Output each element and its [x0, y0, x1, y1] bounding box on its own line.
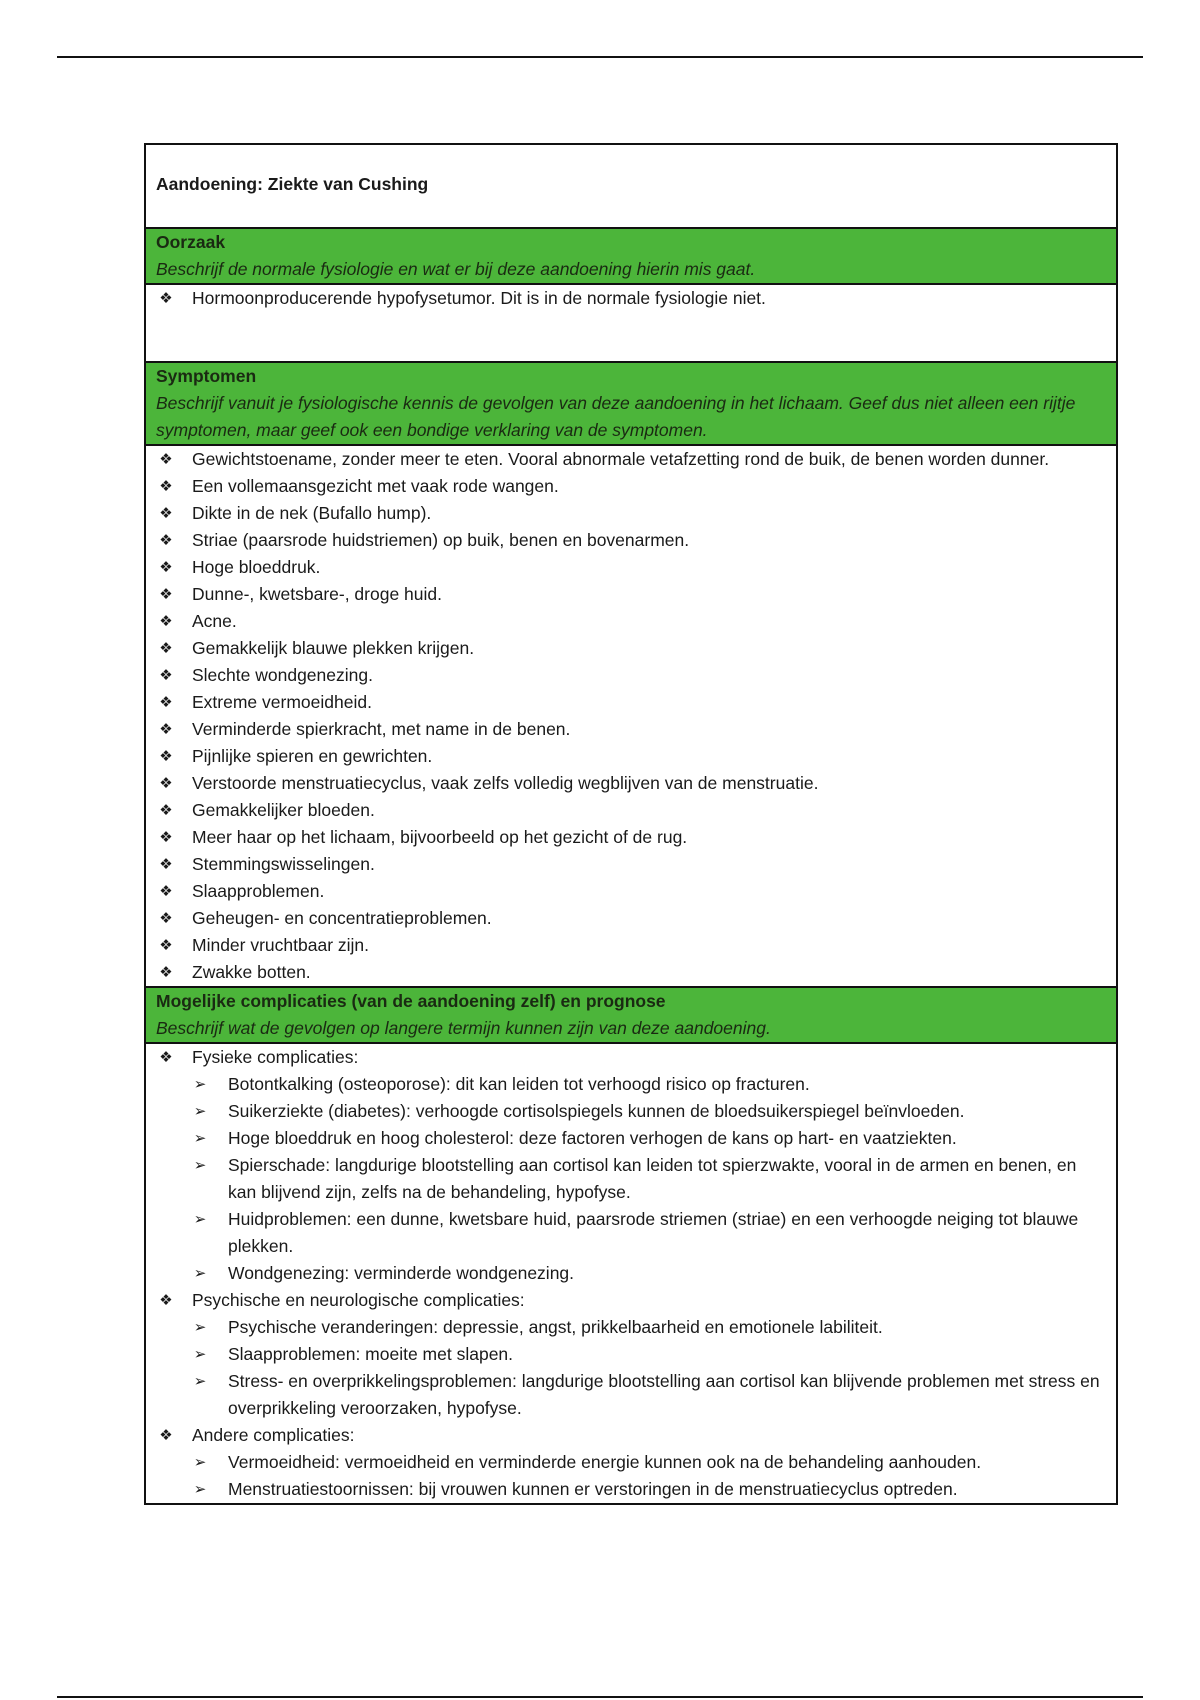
list-item: ❖ Verstoorde menstruatiecyclus, vaak zelfs volledig wegblijven van de menstruatie. — [146, 770, 1106, 797]
bullet-icon: ❖ — [159, 478, 173, 495]
bullet-icon: ❖ — [159, 451, 173, 468]
group-item: ❖ Psychische en neurologische complicaties: — [146, 1287, 1106, 1314]
bullet-icon: ❖ — [159, 1427, 173, 1444]
bullet-icon: ❖ — [159, 721, 173, 738]
list-item: ❖ Dunne-, kwetsbare-, droge huid. — [146, 581, 1106, 608]
list-item: ❖ Hormoonproducerende hypofysetumor. Dit is in de normale fysiologie niet. — [146, 285, 1106, 312]
arrow-bullet-icon: ➢ — [193, 1265, 207, 1282]
group-item: ❖ Andere complicaties: — [146, 1422, 1106, 1449]
bullet-icon: ❖ — [159, 667, 173, 684]
sub-list-item: ➢ Spierschade: langdurige blootstelling aan cortisol kan leiden tot spierzwakte, vooral in de armen en benen, en kan blijvend zijn, zelfs na de behandeling, hypofyse. — [146, 1152, 1106, 1206]
sub-list-item: ➢ Wondgenezing: verminderde wondgenezing. — [146, 1260, 1106, 1287]
sub-list-item: ➢ Vermoeidheid: vermoeidheid en verminderde energie kunnen ook na de behandeling aanhouden. — [146, 1449, 1106, 1476]
sub-list-item: ➢ Slaapproblemen: moeite met slapen. — [146, 1341, 1106, 1368]
arrow-bullet-icon: ➢ — [193, 1130, 207, 1147]
list-item: ❖ Gemakkelijker bloeden. — [146, 797, 1106, 824]
arrow-bullet-icon: ➢ — [193, 1373, 207, 1390]
list-item: ❖ Meer haar op het lichaam, bijvoorbeeld op het gezicht of de rug. — [146, 824, 1106, 851]
list-item: ❖ Geheugen- en concentratieproblemen. — [146, 905, 1106, 932]
arrow-bullet-icon: ➢ — [193, 1211, 207, 1228]
sub-list-item: ➢ Huidproblemen: een dunne, kwetsbare huid, paarsrode striemen (striae) en een verhoogde neiging tot blauwe plekken. — [146, 1206, 1106, 1260]
oorzaak-list — [146, 285, 1106, 312]
sub-list-item: ➢ Psychische veranderingen: depressie, angst, prikkelbaarheid en emotionele labiliteit. — [146, 1314, 1106, 1341]
oorzaak-subheading: Beschrijf de normale fysiologie en wat er bij deze aandoening hierin mis gaat. — [156, 259, 756, 279]
bullet-icon: ❖ — [159, 1292, 173, 1309]
complicaties-list — [146, 1044, 1106, 1503]
complicaties-header — [146, 988, 1116, 1044]
bullet-icon: ❖ — [159, 910, 173, 927]
condition-form — [144, 143, 1118, 1505]
symptomen-body — [146, 446, 1116, 988]
list-item: ❖ Dikte in de nek (Bufallo hump). — [146, 500, 1106, 527]
bullet-icon: ❖ — [159, 532, 173, 549]
symptomen-heading: Symptomen — [156, 366, 257, 386]
list-item: ❖ Minder vruchtbaar zijn. — [146, 932, 1106, 959]
header-rule — [57, 56, 1143, 58]
bullet-icon: ❖ — [159, 694, 173, 711]
list-item: ❖ Acne. — [146, 608, 1106, 635]
group-item: ❖ Fysieke complicaties: — [146, 1044, 1106, 1071]
symptomen-list — [146, 446, 1106, 986]
bullet-icon: ❖ — [159, 559, 173, 576]
list-item: ❖ Verminderde spierkracht, met name in de benen. — [146, 716, 1106, 743]
symptomen-header — [146, 363, 1116, 446]
arrow-bullet-icon: ➢ — [193, 1157, 207, 1174]
arrow-bullet-icon: ➢ — [193, 1319, 207, 1336]
form-title: Aandoening: Ziekte van Cushing — [146, 145, 1116, 229]
list-item: ❖ Een vollemaansgezicht met vaak rode wangen. — [146, 473, 1106, 500]
oorzaak-heading: Oorzaak — [156, 232, 226, 252]
sub-list-item: ➢ Menstruatiestoornissen: bij vrouwen kunnen er verstoringen in de menstruatiecyclus optreden. — [146, 1476, 1106, 1503]
list-item: ❖ Hoge bloeddruk. — [146, 554, 1106, 581]
symptomen-subheading: Beschrijf vanuit je fysiologische kennis de gevolgen van deze aandoening in het lichaam. Geef dus niet alleen een rijtje symptomen, maar geef ook een bondige verklaring van de symptomen. — [156, 393, 1076, 440]
list-item: ❖ Stemmingswisselingen. — [146, 851, 1106, 878]
bullet-icon: ❖ — [159, 1049, 173, 1066]
list-item: ❖ Gemakkelijk blauwe plekken krijgen. — [146, 635, 1106, 662]
bullet-icon: ❖ — [159, 802, 173, 819]
arrow-bullet-icon: ➢ — [193, 1103, 207, 1120]
sub-list-item: ➢ Hoge bloeddruk en hoog cholesterol: deze factoren verhogen de kans op hart- en vaatziekten. — [146, 1125, 1106, 1152]
list-item: ❖ Extreme vermoeidheid. — [146, 689, 1106, 716]
list-item: ❖ Gewichtstoename, zonder meer te eten. Vooral abnormale vetafzetting rond de buik, de benen worden dunner. — [146, 446, 1106, 473]
bullet-icon: ❖ — [159, 883, 173, 900]
footer-rule — [57, 1696, 1143, 1698]
bullet-icon: ❖ — [159, 613, 173, 630]
arrow-bullet-icon: ➢ — [193, 1346, 207, 1363]
arrow-bullet-icon: ➢ — [193, 1454, 207, 1471]
sub-list-item: ➢ Suikerziekte (diabetes): verhoogde cortisolspiegels kunnen de bloedsuikerspiegel beïnvloeden. — [146, 1098, 1106, 1125]
bullet-icon: ❖ — [159, 829, 173, 846]
list-item: ❖ Striae (paarsrode huidstriemen) op buik, benen en bovenarmen. — [146, 527, 1106, 554]
bullet-icon: ❖ — [159, 937, 173, 954]
oorzaak-body — [146, 285, 1116, 363]
list-item: ❖ Slechte wondgenezing. — [146, 662, 1106, 689]
arrow-bullet-icon: ➢ — [193, 1076, 207, 1093]
list-item: ❖ Zwakke botten. — [146, 959, 1106, 986]
bullet-icon: ❖ — [159, 586, 173, 603]
bullet-icon: ❖ — [159, 505, 173, 522]
bullet-icon: ❖ — [159, 856, 173, 873]
bullet-icon: ❖ — [159, 748, 173, 765]
list-item: ❖ Slaapproblemen. — [146, 878, 1106, 905]
bullet-icon: ❖ — [159, 640, 173, 657]
complicaties-heading: Mogelijke complicaties (van de aandoening zelf) en prognose — [156, 991, 666, 1011]
sub-list-item: ➢ Stress- en overprikkelingsproblemen: langdurige blootstelling aan cortisol kan blijvende problemen met stress en overprikkeling veroorzaken, hypofyse. — [146, 1368, 1106, 1422]
complicaties-subheading: Beschrijf wat de gevolgen op langere termijn kunnen zijn van deze aandoening. — [156, 1018, 771, 1038]
arrow-bullet-icon: ➢ — [193, 1481, 207, 1498]
sub-list-item: ➢ Botontkalking (osteoporose): dit kan leiden tot verhoogd risico op fracturen. — [146, 1071, 1106, 1098]
bullet-icon: ❖ — [159, 964, 173, 981]
complicaties-body — [146, 1044, 1116, 1503]
bullet-icon: ❖ — [159, 775, 173, 792]
oorzaak-header — [146, 229, 1116, 285]
list-item: ❖ Pijnlijke spieren en gewrichten. — [146, 743, 1106, 770]
bullet-icon: ❖ — [159, 290, 173, 307]
